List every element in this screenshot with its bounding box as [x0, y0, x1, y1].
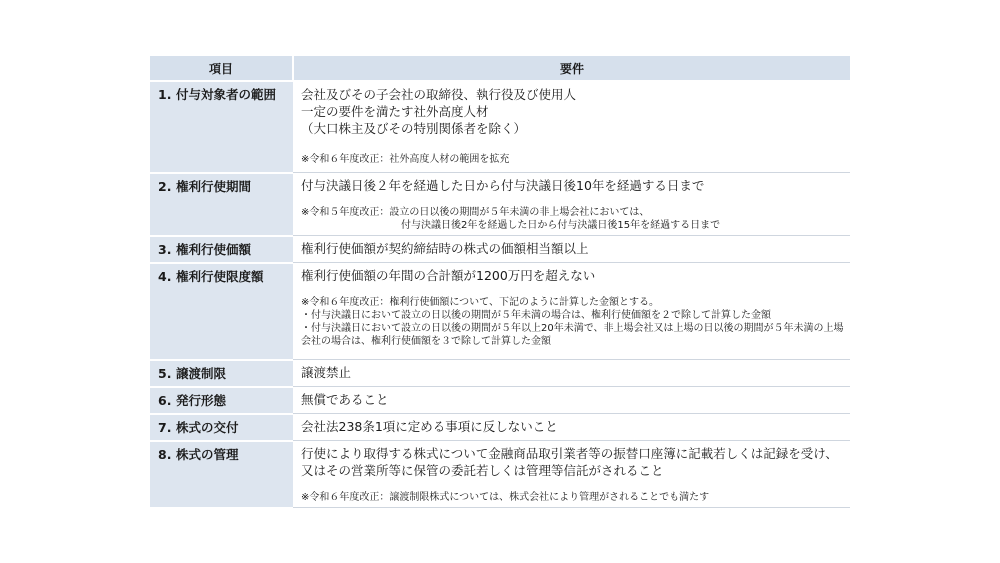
table-row [150, 173, 850, 236]
table-row [150, 236, 850, 263]
row-label: 株式の管理 [176, 446, 239, 462]
requirement-text: 権利行使価額が契約締結時の株式の価額相当額以上 [301, 241, 589, 256]
table-row [150, 387, 850, 414]
row-value [293, 263, 850, 360]
row-value [293, 173, 850, 236]
amendment-note: ※令和６年度改正：社外高度人材の範囲を拡充 [301, 154, 510, 165]
row-key [150, 81, 293, 173]
amendment-note: ※令和６年度改正：譲渡制限株式については、株式会社により管理がされることでも満たす [301, 492, 710, 503]
row-value [293, 387, 850, 414]
row-number: 4. [158, 268, 172, 284]
row-key [150, 387, 293, 414]
requirement-text: 権利行使価額の年間の合計額が1200万円を超えない [301, 268, 596, 283]
row-value [293, 236, 850, 263]
table-row [150, 81, 850, 173]
row-number: 6. [158, 392, 172, 408]
row-number: 7. [158, 419, 172, 435]
table-row [150, 441, 850, 508]
row-label: 権利行使価額 [176, 241, 252, 257]
row-number: 8. [158, 446, 172, 462]
row-key [150, 173, 293, 236]
amendment-note: ※令和６年度改正：権利行使価額について、下記のように計算した金額とする。 ・付与決議日において設立の日以後の期間が５年未満の場合は、権利行使価額を２で除して計算した金額 ・付与決議日において設立の日以後の期間が５年以上20年未満で、非上場会社又は上場の日以後の期間が５年未満の上場会社の場合は、権利行使価額を３で除して計算した金額 [301, 297, 844, 347]
row-key [150, 414, 293, 441]
requirement-text: 会社法238条1項に定める事項に反しないこと [301, 419, 558, 434]
row-number: 3. [158, 241, 172, 257]
table-header-row [150, 56, 850, 81]
column-header-item: 項目 [150, 56, 293, 81]
row-label: 権利行使限度額 [176, 268, 264, 284]
row-label: 発行形態 [176, 392, 227, 408]
row-number: 1. [158, 87, 172, 102]
row-key [150, 360, 293, 387]
requirement-text: 譲渡禁止 [301, 365, 352, 380]
row-key [150, 441, 293, 508]
row-value [293, 441, 850, 508]
row-label: 権利行使期間 [176, 178, 252, 194]
row-label: 株式の交付 [176, 419, 239, 435]
row-value [293, 360, 850, 387]
column-header-requirement: 要件 [293, 56, 850, 81]
row-value [293, 81, 850, 173]
row-number: 5. [158, 365, 172, 381]
requirement-text: 無償であること [301, 392, 389, 407]
row-label: 譲渡制限 [176, 365, 227, 381]
row-label: 付与対象者の範囲 [176, 87, 277, 102]
requirement-text: 付与決議日後２年を経過した日から付与決議日後10年を経過する日まで [301, 178, 705, 193]
requirement-text: 行使により取得する株式について金融商品取引業者等の振替口座簿に記載若しくは記録を受け、又はその営業所等に保管の委託若しくは管理等信託がされること [301, 446, 838, 478]
table-row [150, 414, 850, 441]
requirements-table [150, 56, 850, 509]
row-number: 2. [158, 178, 172, 194]
amendment-note: ※令和５年度改正：設立の日以後の期間が５年未満の非上場会社においては、 付与決議日後2年を経過した日から付与決議日後15年を経過する日まで [301, 207, 721, 231]
table-row [150, 360, 850, 387]
row-key [150, 263, 293, 360]
row-value [293, 414, 850, 441]
row-key [150, 236, 293, 263]
requirement-text: 会社及びその子会社の取締役、執行役及び使用人 一定の要件を満たす社外高度人材 （大口株主及びその特別関係者を除く） [301, 87, 577, 136]
table-row [150, 263, 850, 360]
